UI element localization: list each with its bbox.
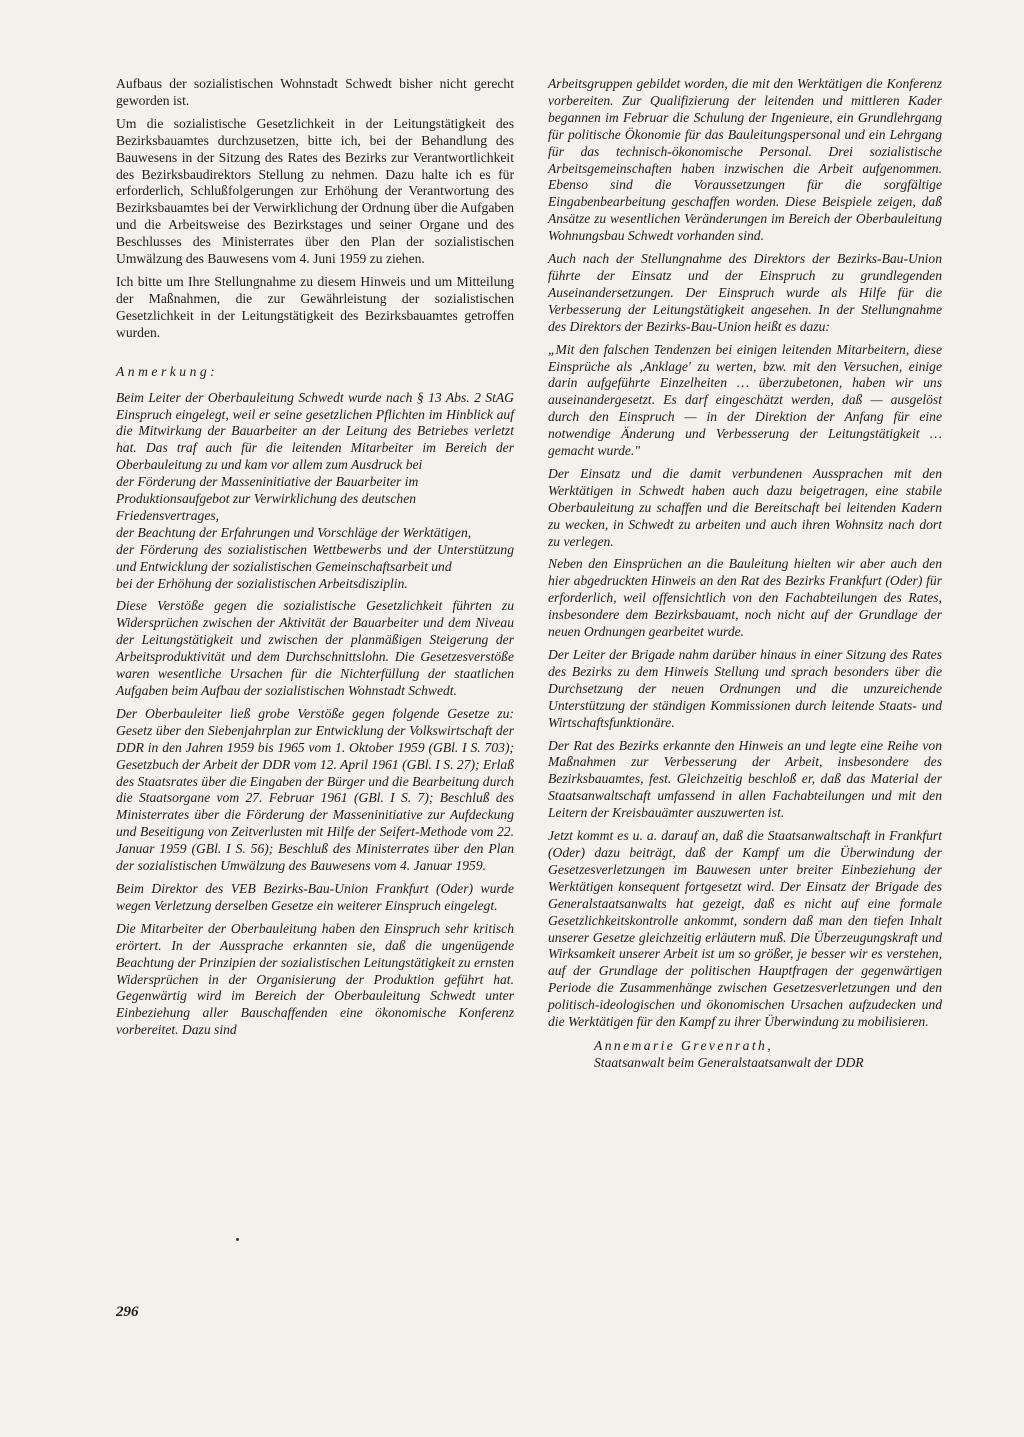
annotation-heading: Anmerkung:	[116, 363, 219, 379]
body-paragraph: Neben den Einsprüchen an die Bauleitung hielten wir aber auch den hier abgedruckten Hinweis an den Rat des Bezirks Frankfurt (Oder) für erforderlich, weil offensichtlich von den Fachabteilungen des Rates, insbesondere dem Bezirksbauamt, noch nicht auf der Grundlage der neuen Ordnungen gearbeitet wurde.	[548, 556, 942, 640]
intro-paragraph: Um die sozialistische Gesetzlichkeit in der Leitungstätigkeit des Bezirksbauamtes durchzusetzen, bitte ich, bei der Behandlung des Bauwesens in der Sitzung des Rates des Bezirks zur Verantwortlichkeit des Bezirksbaudirektors Stellung zu nehmen. Dazu halte ich es für erforderlich, Schlußfolgerungen zur Erhöhung der Verantwortung des Bezirksbauamtes bei der Verwirklichung der Ordnung über die Aufgaben und die Arbeitsweise des Bezirkstages und seiner Organe und des Beschlusses des Ministerrates über den Plan der sozialistischen Umwälzung des Bauwesens vom 4. Juni 1959 zu ziehen.	[116, 115, 514, 267]
annotation-paragraph: Diese Verstöße gegen die sozialistische Gesetzlichkeit führten zu Widersprüchen zwischen der Aktivität der Bauarbeiter und dem Niveau der Leitungstätigkeit und zwischen der planmäßigen Steigerung der Arbeitsproduktivität und dem Durchschnittslohn. Die Gesetzesverstöße waren wesentliche Ursachen für die Nichterfüllung der staatlichen Aufgaben beim Aufbau der sozialistischen Wohnstadt Schwedt.	[116, 598, 514, 698]
body-paragraph: Arbeitsgruppen gebildet worden, die mit den Werktätigen die Konferenz vorbereiten. Zur Qualifizierung der leitenden und mittleren Kader begannen im Februar die Schulung der Ingenieure, ein Grundlehrgang für politische Ökonomie für das Bauleitungspersonal und ein Lehrgang für das technisch-ökonomische Personal. Drei sozialistische Arbeitsgemeinschaften haben inzwischen die Arbeit aufgenommen. Ebenso sind die Voraussetzungen für die sorgfältige Eingabenbearbeitung geschaffen worden. Diese Beispiele zeigen, daß Ansätze zu wesentlichen Veränderungen im Bereich der Oberbauleitung Wohnungsbau Schwedt vorhanden sind.	[548, 76, 942, 244]
annotation-line: bei der Erhöhung der sozialistischen Arbeitsdisziplin.	[116, 575, 408, 591]
page-number: 296	[116, 1304, 139, 1320]
body-paragraph: Der Einsatz und die damit verbundenen Aussprachen mit den Werktätigen in Schwedt haben auch dazu beigetragen, eine stabile Oberbauleitung zu schaffen und die Bereitschaft bei leitenden Kadern zu wecken, in Schwedt zu arbeiten und auch ihren Wohnsitz nach dort zu verlegen.	[548, 465, 942, 549]
annotation-paragraph: Der Oberbauleiter ließ grobe Verstöße gegen folgende Gesetze zu: Gesetz über den Siebenjahrplan zur Entwicklung der Volkswirtschaft der DDR in den Jahren 1959 bis 1965 vom 1. Oktober 1959 (GBl. I S. 703); Gesetzbuch der Arbeit der DDR vom 12. April 1961 (GBl. I S. 27); Erlaß des Staatsrates über die Eingaben der Bürger und die Bearbeitung durch die Staatsorgane vom 27. Februar 1961 (GBl. I S. 7); Beschluß des Ministerrates über die Förderung der Masseninitiative zur Aufdeckung und Beseitigung von Zeitverlusten mit Hilfe der Seifert-Methode vom 22. Januar 1959 (GBl. I S. 56); Beschluß des Ministerrates über den Plan der sozialistischen Umwälzung des Bauwesens vom 4. Januar 1959.	[116, 705, 514, 874]
ink-speck	[236, 1238, 239, 1241]
body-paragraph: Der Rat des Bezirks erkannte den Hinweis an und legte eine Reihe von Maßnahmen zur Verbesserung der Arbeit, insbesondere des Bezirksbauamtes, fest. Gleichzeitig beschloß er, daß das Material der Staatsanwaltschaft umfassend in allen Fachabteilungen und mit den Leitern der Kreisbauämter auszuwerten ist.	[548, 737, 942, 821]
body-paragraph: Auch nach der Stellungnahme des Direktors der Bezirks-Bau-Union führte der Einsatz und der Einspruch zu grundlegenden Auseinandersetzungen. Der Einspruch wurde als Hilfe für die Verbesserung der Leitungstätigkeit angesehen. In der Stellungnahme des Direktors der Bezirks-Bau-Union heißt es dazu:	[548, 251, 942, 334]
intro-paragraph: Aufbaus der sozialistischen Wohnstadt Schwedt bisher nicht gerecht geworden ist.	[116, 76, 514, 108]
annotation-line: Beim Leiter der Oberbauleitung Schwedt wurde nach § 13 Abs. 2 StAG Einspruch eingelegt, weil er seine gesetzlichen Pflichten im Hinblick auf die Mitwirkung der Bauarbeiter an der Leitung des Betriebes verletzt hat. Das traf auch für die leitenden Mitarbeiter im Bereich der Oberbauleitung zu und kam vor allem zum Ausdruck bei	[116, 389, 514, 473]
annotation-list	[116, 390, 514, 593]
signature-title: Staatsanwalt beim Generalstaatsanwalt der DDR	[594, 1054, 864, 1070]
signature	[594, 1037, 942, 1071]
annotation-paragraph: Die Mitarbeiter der Oberbauleitung haben den Einspruch sehr kritisch erörtert. In der Aussprache erkannten sie, daß die ungenügende Beachtung der Prinzipien der sozialistischen Leitungstätigkeit zu ernsten Widersprüchen in der Organisierung der Produktion geführt hat. Gegenwärtig wird im Bereich der Oberbauleitung Schwedt unter Einbeziehung aller Bauschaffenden eine ökonomische Konferenz vorbereitet. Dazu sind	[116, 920, 514, 1038]
annotation-paragraph: Beim Direktor des VEB Bezirks-Bau-Union Frankfurt (Oder) wurde wegen Verletzung derselben Gesetze ein weiterer Einspruch eingelegt.	[116, 880, 514, 913]
left-column	[116, 76, 514, 1045]
signature-name: Annemarie Grevenrath,	[594, 1037, 774, 1053]
right-column	[548, 76, 942, 1071]
body-paragraph: Jetzt kommt es u. a. darauf an, daß die Staatsanwaltschaft in Frankfurt (Oder) dazu beiträgt, daß der Kampf um die Überwindung der Gesetzesverletzungen im Bauwesen unter breiter Einbeziehung der Werktätigen konsequent fortgesetzt wird. Der Einsatz der Brigade des Generalstaatsanwalts hat gezeigt, daß es nicht auf eine formale Gesetzlichkeitskontrolle ankommt, sondern daß man den tiefen Inhalt unserer Gesetze gleichzeitig erläutern muß. Die Überzeugungskraft und Wirksamkeit unserer Arbeit ist um so größer, je besser wir es verstehen, auf der Grundlage der politischen Hauptfragen der gegenwärtigen Periode die Zusammenhänge zwischen Gesetzesverletzungen und den politisch-ideologischen und ökonomischen Ursachen aufzudecken und die Werktätigen für den Kampf zu ihrer Überwindung zu mobilisieren.	[548, 828, 942, 1030]
body-paragraph: Der Leiter der Brigade nahm darüber hinaus in einer Sitzung des Rates des Bezirks zu dem Hinweis Stellung und sprach besonders über die Durchsetzung der neuen Ordnungen und die unzureichende Unterstützung der ständigen Kommissionen durch leitende Staats- und Wirtschaftsfunktionäre.	[548, 647, 942, 730]
annotation-line: der Förderung der Masseninitiative der Bauarbeiter im Produktionsaufgebot zur Verwirklichung des deutschen Friedensvertrages,	[116, 474, 419, 523]
quote-paragraph: „Mit den falschen Tendenzen bei einigen leitenden Mitarbeitern, diese Einsprüche als ‚Anklage' zu werten, bzw. mit den Versuchen, einige darin aufgeführte Einzelheiten … überzubetonen, haben wir uns auseinandergesetzt. Es darf eingeschätzt werden, daß — ausgelöst durch den Einspruch — in der Direktion der Anfang für eine notwendige Änderung und Verbesserung der Leitungstätigkeit … gemacht wurde."	[548, 341, 942, 459]
annotation-line: der Beachtung der Erfahrungen und Vorschläge der Werktätigen,	[116, 524, 472, 540]
intro-paragraph: Ich bitte um Ihre Stellungnahme zu diesem Hinweis und um Mitteilung der Maßnahmen, die zur Gewährleistung der sozialistischen Gesetzlichkeit in der Leitungstätigkeit des Bezirksbauamtes getroffen wurden.	[116, 273, 514, 340]
annotation-line: der Förderung des sozialistischen Wettbewerbs und der Unterstützung und Entwicklung der sozialistischen Gemeinschaftsarbeit und	[116, 541, 514, 574]
